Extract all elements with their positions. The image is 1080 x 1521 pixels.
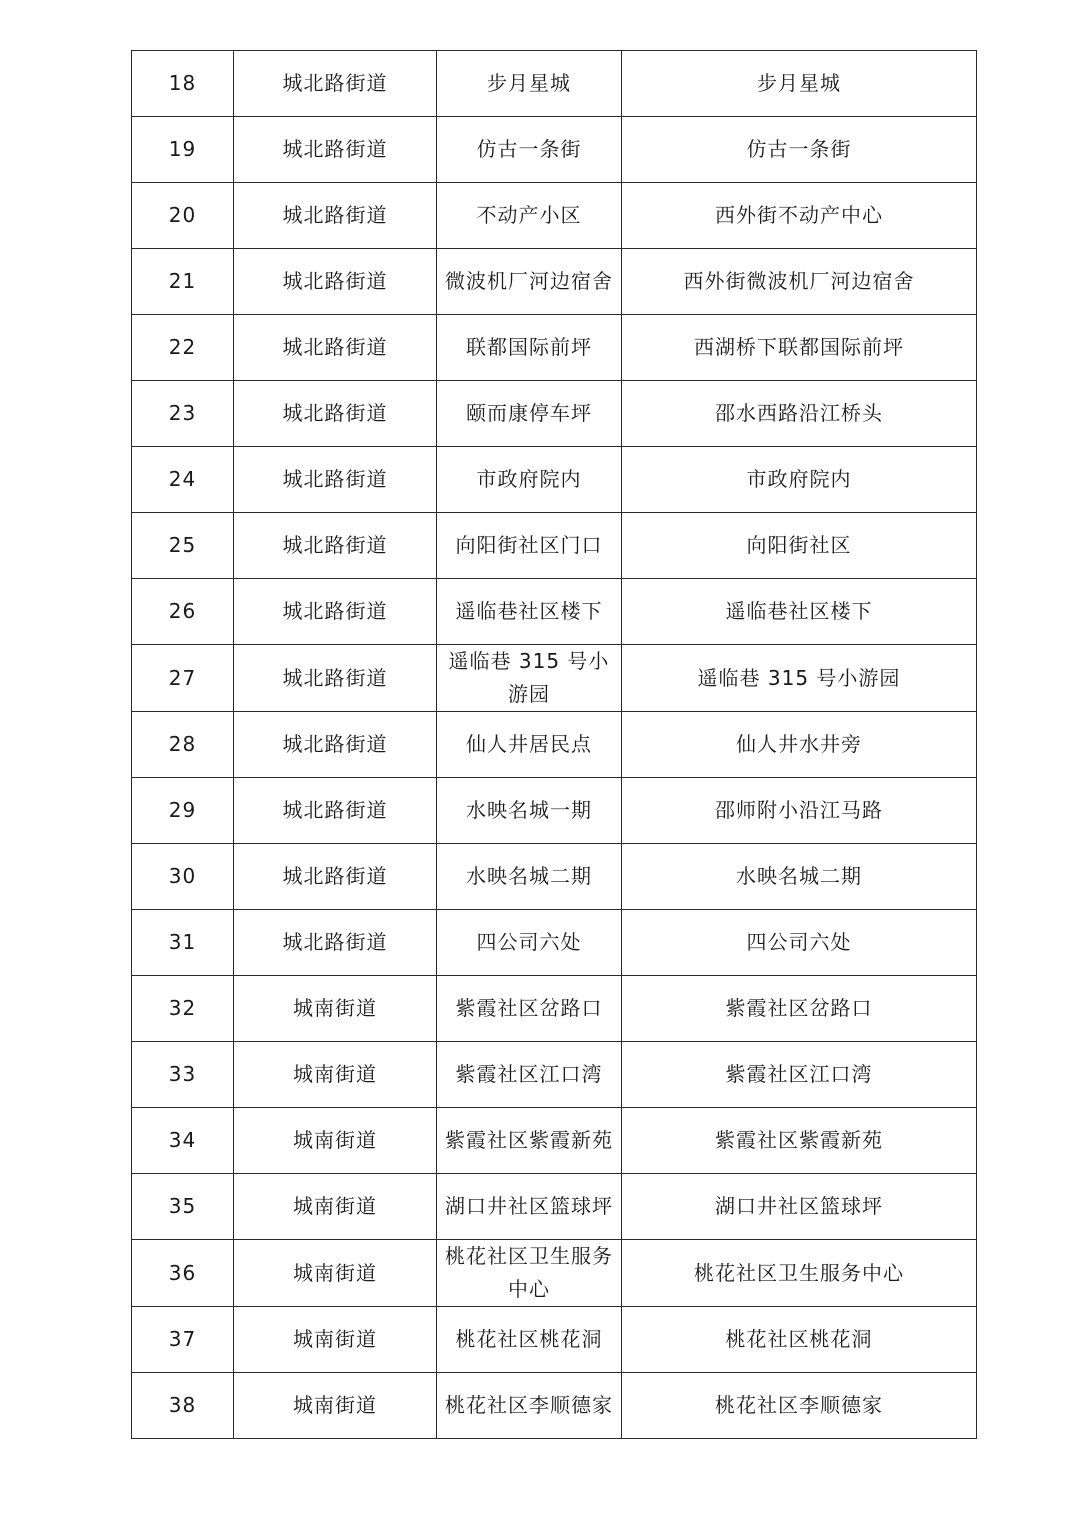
table-row <box>132 645 977 712</box>
address-cell: 向阳街社区 <box>622 513 977 579</box>
site-name-cell: 桃花社区李顺德家 <box>437 1373 622 1439</box>
site-name-cell: 颐而康停车坪 <box>437 381 622 447</box>
table-row <box>132 447 977 513</box>
table-row <box>132 844 977 910</box>
table-row <box>132 976 977 1042</box>
address-cell: 仙人井水井旁 <box>622 712 977 778</box>
table-row <box>132 1042 977 1108</box>
table-row <box>132 249 977 315</box>
row-number-cell: 38 <box>132 1373 234 1439</box>
table-row <box>132 579 977 645</box>
row-number-cell: 32 <box>132 976 234 1042</box>
table-row <box>132 183 977 249</box>
address-cell: 紫霞社区紫霞新苑 <box>622 1108 977 1174</box>
address-cell: 邵水西路沿江桥头 <box>622 381 977 447</box>
table-row <box>132 117 977 183</box>
street-cell: 城北路街道 <box>234 51 437 117</box>
address-cell: 西湖桥下联都国际前坪 <box>622 315 977 381</box>
street-cell: 城北路街道 <box>234 844 437 910</box>
address-cell: 桃花社区桃花洞 <box>622 1307 977 1373</box>
row-number-cell: 33 <box>132 1042 234 1108</box>
street-cell: 城南街道 <box>234 1240 437 1307</box>
row-number-cell: 37 <box>132 1307 234 1373</box>
street-cell: 城北路街道 <box>234 645 437 712</box>
row-number-cell: 28 <box>132 712 234 778</box>
street-cell: 城北路街道 <box>234 778 437 844</box>
street-cell: 城北路街道 <box>234 183 437 249</box>
table-row <box>132 381 977 447</box>
street-cell: 城南街道 <box>234 1307 437 1373</box>
street-cell: 城北路街道 <box>234 447 437 513</box>
site-name-cell: 市政府院内 <box>437 447 622 513</box>
site-name-cell: 遥临巷社区楼下 <box>437 579 622 645</box>
site-name-cell: 水映名城二期 <box>437 844 622 910</box>
table-row <box>132 1174 977 1240</box>
row-number-cell: 31 <box>132 910 234 976</box>
row-number-cell: 35 <box>132 1174 234 1240</box>
address-cell: 四公司六处 <box>622 910 977 976</box>
site-name-cell: 步月星城 <box>437 51 622 117</box>
street-cell: 城北路街道 <box>234 249 437 315</box>
site-name-cell: 仿古一条街 <box>437 117 622 183</box>
address-cell: 遥临巷社区楼下 <box>622 579 977 645</box>
address-cell: 市政府院内 <box>622 447 977 513</box>
street-cell: 城北路街道 <box>234 117 437 183</box>
site-name-cell: 桃花社区桃花洞 <box>437 1307 622 1373</box>
row-number-cell: 27 <box>132 645 234 712</box>
table-row <box>132 1307 977 1373</box>
street-cell: 城南街道 <box>234 1174 437 1240</box>
table-row <box>132 51 977 117</box>
table-row <box>132 1373 977 1439</box>
site-name-cell: 紫霞社区紫霞新苑 <box>437 1108 622 1174</box>
row-number-cell: 20 <box>132 183 234 249</box>
street-cell: 城北路街道 <box>234 579 437 645</box>
site-name-cell: 不动产小区 <box>437 183 622 249</box>
address-cell: 紫霞社区江口湾 <box>622 1042 977 1108</box>
street-cell: 城南街道 <box>234 976 437 1042</box>
site-name-cell: 向阳街社区门口 <box>437 513 622 579</box>
site-name-cell: 遥临巷 315 号小游园 <box>437 645 622 712</box>
site-name-cell: 紫霞社区岔路口 <box>437 976 622 1042</box>
address-cell: 湖口井社区篮球坪 <box>622 1174 977 1240</box>
address-cell: 西外街微波机厂河边宿舍 <box>622 249 977 315</box>
address-cell: 水映名城二期 <box>622 844 977 910</box>
row-number-cell: 21 <box>132 249 234 315</box>
address-cell: 桃花社区李顺德家 <box>622 1373 977 1439</box>
row-number-cell: 22 <box>132 315 234 381</box>
address-cell: 桃花社区卫生服务中心 <box>622 1240 977 1307</box>
table-row <box>132 1240 977 1307</box>
table-row <box>132 315 977 381</box>
row-number-cell: 23 <box>132 381 234 447</box>
address-cell: 西外街不动产中心 <box>622 183 977 249</box>
street-cell: 城北路街道 <box>234 315 437 381</box>
address-cell: 遥临巷 315 号小游园 <box>622 645 977 712</box>
site-name-cell: 紫霞社区江口湾 <box>437 1042 622 1108</box>
table-row <box>132 910 977 976</box>
site-name-cell: 湖口井社区篮球坪 <box>437 1174 622 1240</box>
row-number-cell: 19 <box>132 117 234 183</box>
address-cell: 邵师附小沿江马路 <box>622 778 977 844</box>
street-cell: 城北路街道 <box>234 381 437 447</box>
address-cell: 步月星城 <box>622 51 977 117</box>
row-number-cell: 26 <box>132 579 234 645</box>
table-row <box>132 1108 977 1174</box>
address-cell: 仿古一条街 <box>622 117 977 183</box>
table-row <box>132 712 977 778</box>
address-cell: 紫霞社区岔路口 <box>622 976 977 1042</box>
table-row <box>132 778 977 844</box>
row-number-cell: 24 <box>132 447 234 513</box>
site-name-cell: 微波机厂河边宿舍 <box>437 249 622 315</box>
row-number-cell: 34 <box>132 1108 234 1174</box>
table-row <box>132 513 977 579</box>
locations-table <box>131 50 977 1439</box>
site-name-cell: 四公司六处 <box>437 910 622 976</box>
site-name-cell: 水映名城一期 <box>437 778 622 844</box>
site-name-cell: 桃花社区卫生服务中心 <box>437 1240 622 1307</box>
row-number-cell: 30 <box>132 844 234 910</box>
site-name-cell: 仙人井居民点 <box>437 712 622 778</box>
site-name-cell: 联都国际前坪 <box>437 315 622 381</box>
street-cell: 城南街道 <box>234 1108 437 1174</box>
row-number-cell: 29 <box>132 778 234 844</box>
table-body <box>132 51 977 1439</box>
row-number-cell: 36 <box>132 1240 234 1307</box>
street-cell: 城北路街道 <box>234 712 437 778</box>
row-number-cell: 18 <box>132 51 234 117</box>
street-cell: 城南街道 <box>234 1042 437 1108</box>
street-cell: 城北路街道 <box>234 910 437 976</box>
street-cell: 城北路街道 <box>234 513 437 579</box>
row-number-cell: 25 <box>132 513 234 579</box>
street-cell: 城南街道 <box>234 1373 437 1439</box>
